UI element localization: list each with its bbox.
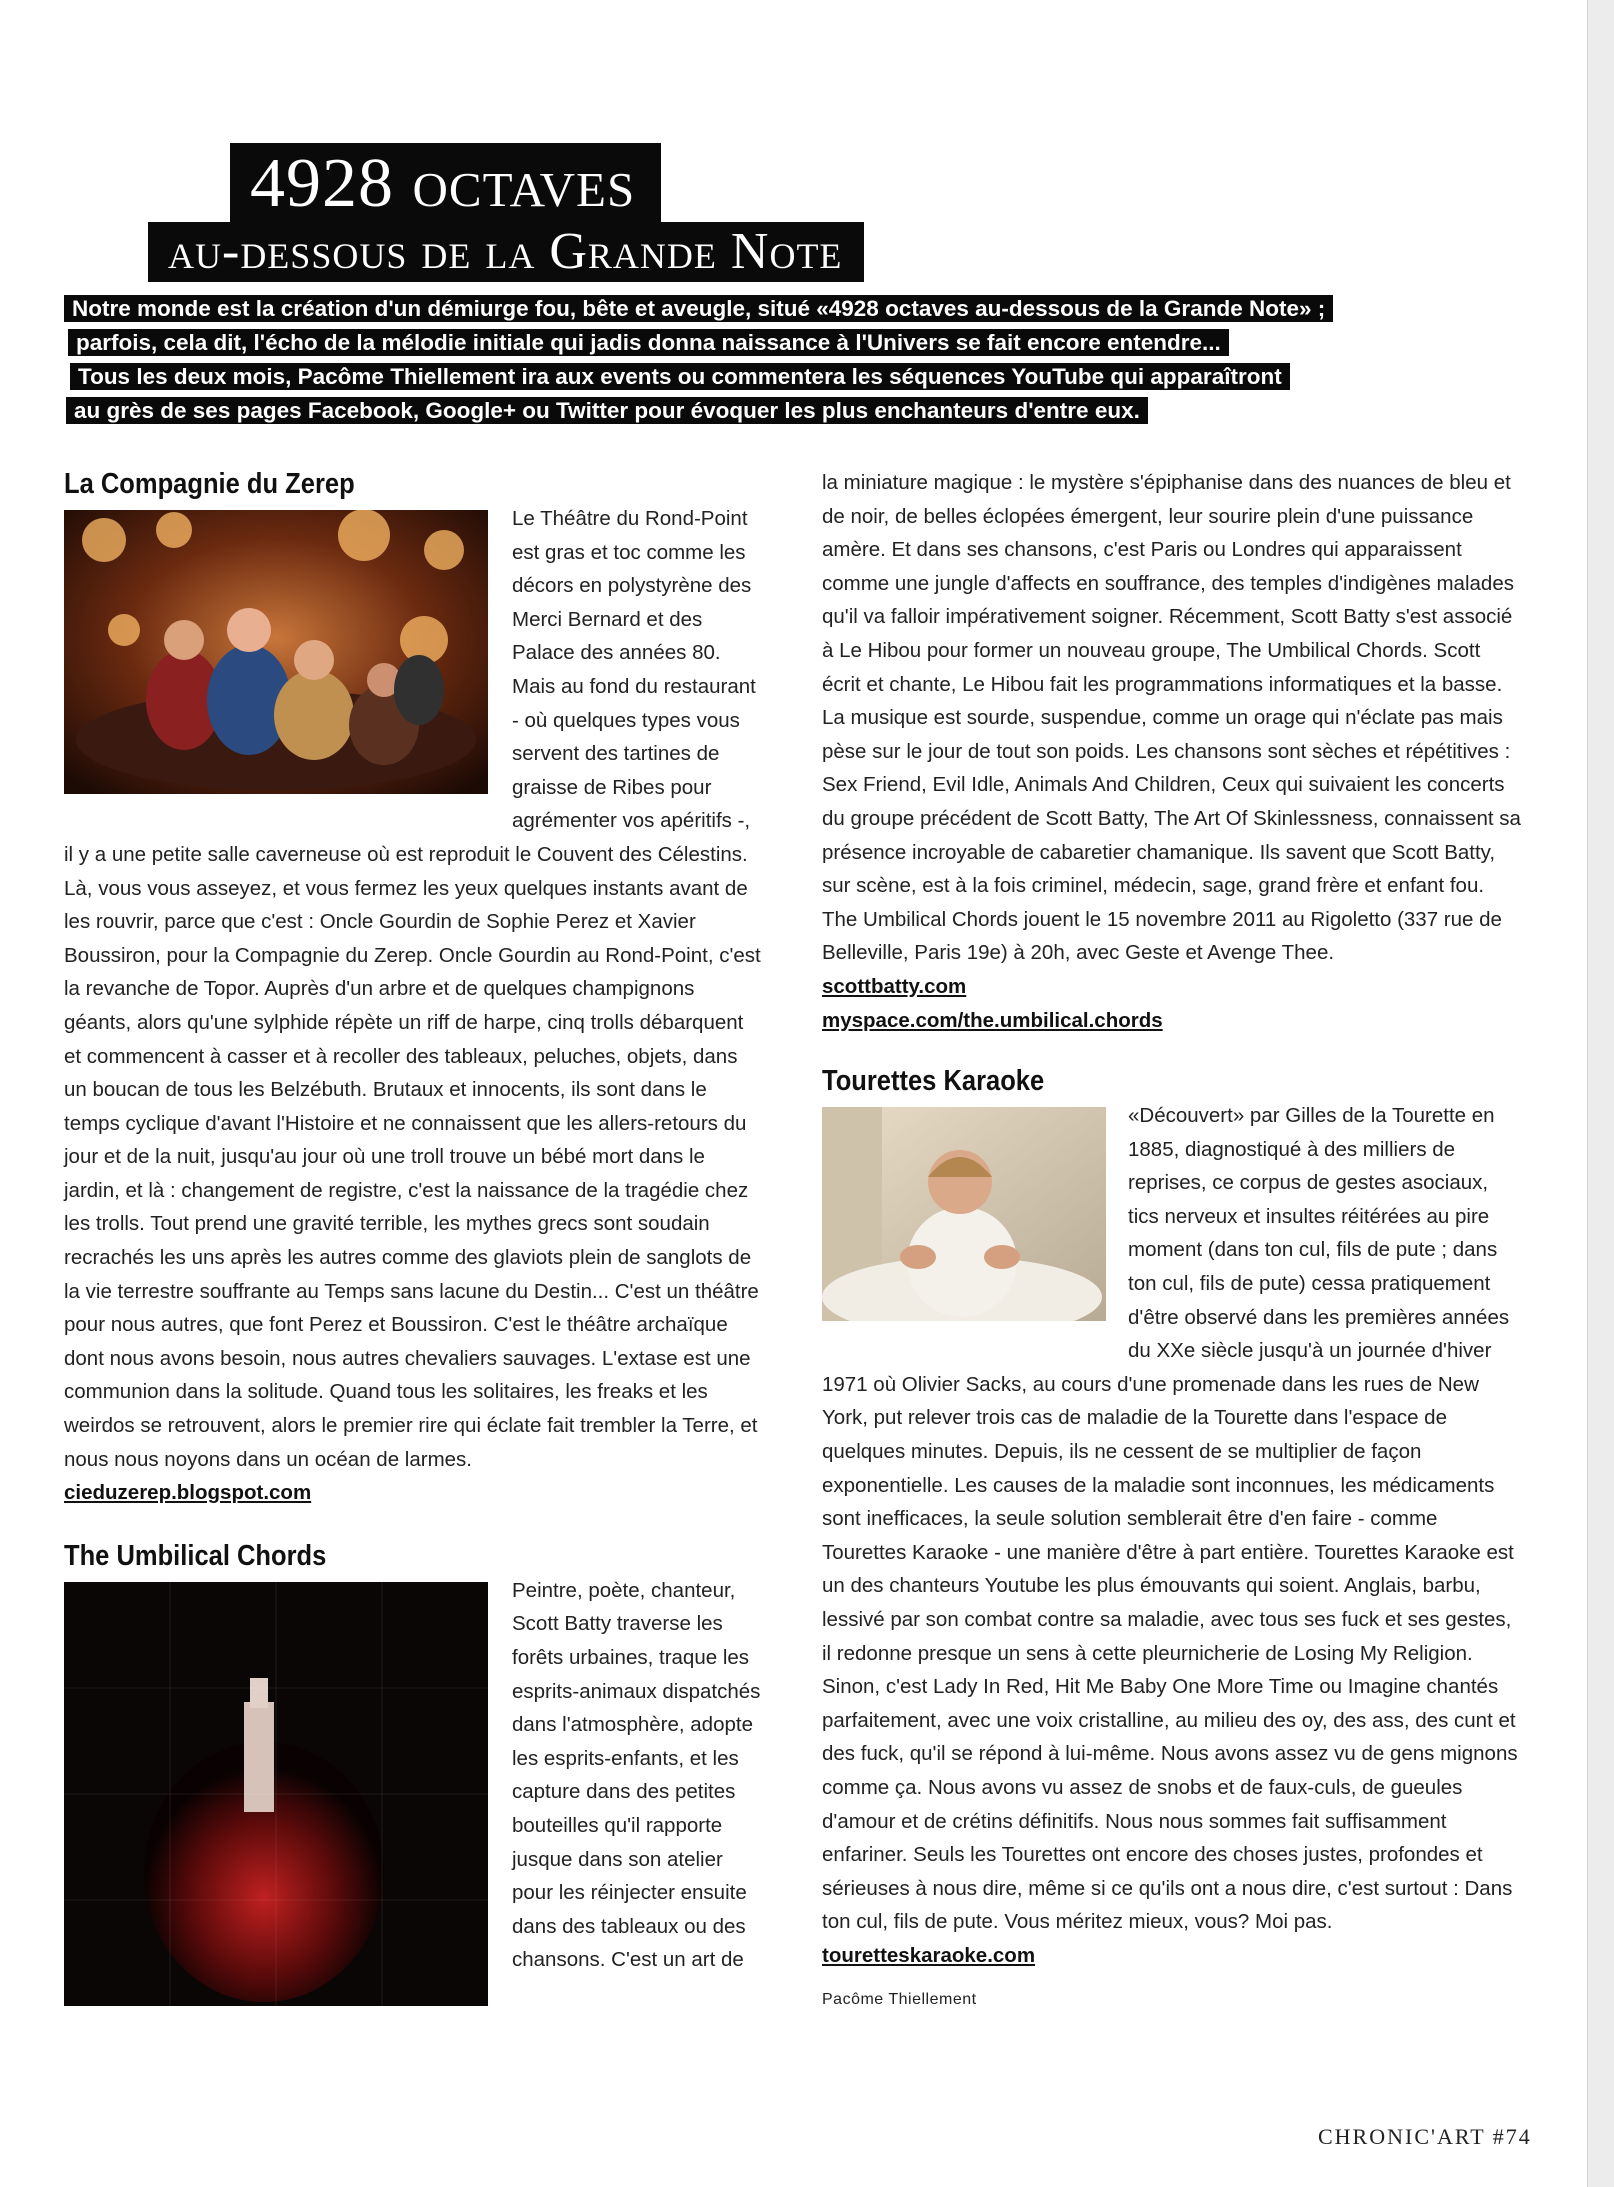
page-folio: CHRONIC'ART #74 bbox=[1318, 2124, 1532, 2149]
zerep-photo bbox=[64, 510, 488, 805]
tourettes-photo bbox=[822, 1107, 1106, 1332]
tourettes-text: «Découvert» par Gilles de la Tourette en 1885, diagnostiqué à des milliers de reprises, ce corpus de gestes asociaux, tics nerveux et insultes réitérées au pire moment (dans ton cul, fils de pute ; dans ton cul, fils de pute) cessa pratiquement d'être observé dans les premières années du XXe siècle jusqu'à un journée d'hiver 1971 où Olivier Sacks, au cours d'une promenade dans les rues de New York, put relever trois cas de maladie de la Tourette dans l'espace de quelques minutes. Depuis, ils ne cessent de se multiplier de façon exponentielle. Les causes de la maladie sont inconnues, les médicaments sont inefficaces, la seule solution semblerait être d'en faire - comme Tourettes Karaoke - une manière d'être à part entière. Tourettes Karaoke est un des chanteurs Youtube les plus émouvants qui soient. Anglais, barbu, lessivé par son combat contre sa maladie, avec tous ses fuck et ses gestes, il redonne presque un sens à cette pleurnicherie de Losing My Religion. Sinon, c'est Lady In Red, Hit Me Baby One More Time ou Imagine chantés parfaitement, avec une voix cristalline, au milieu des oy, des ass, des cunt et des fuck, qu'il se répond à lui-même. Nous avons assez vu de gens mignons comme ça. Nous avons vu assez de snobs et de faux-culs, de gueules d'amour et de crétins définitifs. Nous nous sommes fait suffisamment enfariner. Seuls les Tourettes ont encore des choses justes, profondes et sérieuses à nous dire, même si ce qu'ils ont a nous dire, c'est surtout : Dans ton cul, fils de pute. Vous méritez mieux, vous? Moi pas. bbox=[822, 1104, 1518, 1934]
zerep-text: Le Théâtre du Rond-Point est gras et toc comme les décors en polystyrène des Merci Bernard et des Palace des années 80. Mais au fond du restaurant - où quelques types vous servent des tartines de graisse de Ribes pour agrémenter vos apéritifs -, il y a une petite salle caverneuse où est reproduit le Couvent des Célestins. Là, vous vous asseyez, et vous fermez les yeux quelques instants avant de les rouvrir, parce que c'est : Oncle Gourdin de Sophie Perez et Xavier Boussiron, pour la Compagnie du Zerep. Oncle Gourdin au Rond-Point, c'est la revanche de Topor. Auprès d'un arbre et de quelques champignons géants, alors qu'une sylphide répète un riff de harpe, cinq trolls débarquent et commencent à casser et à recoller des tableaux, peluches, objets, dans un boucan de tous les Belzébuth. Brutaux et innocents, ils sont dans le temps cyclique d'avant l'Histoire et ne connaissent que les allers-retours du jour et de la nuit, jusqu'au jour où une troll trouve un bébé mort dans le jardin, et là : changement de registre, c'est la naissance de la tragédie chez les trolls. Tout prend une gravité terrible, les mythes grecs sont soudain recrachés les uns après les autres comme des glaviots plein de sanglots de la vie terrestre souffrante au Temps sans lacune du Destin... C'est un théâtre pour nous autres, que font Perez et Boussiron. C'est le théâtre archaïque dont nous avons besoin, nous autres chevaliers sauvages. L'extase est une communion dans la solitude. Quand tous les solitaires, les freaks et les weirdos se retrouvent, alors le premier rire qui éclate fait trembler la Terre, et nous nous noyons dans un océan de larmes. bbox=[64, 507, 761, 1471]
intro-block bbox=[64, 294, 1484, 430]
intro-line: Tous les deux mois, Pacôme Thiellement ira aux events ou commentera les séquences YouTube qui apparaîtront bbox=[70, 363, 1290, 390]
title-line-1: 4928 octaves bbox=[230, 143, 661, 223]
tourettes-link[interactable]: touretteskaraoke.com bbox=[822, 1943, 1036, 1967]
scottbatty-link[interactable]: scottbatty.com bbox=[822, 974, 967, 998]
title-line-2: au-dessous de la Grande Note bbox=[148, 222, 864, 282]
section-heading-umbilical: The Umbilical Chords bbox=[64, 1539, 327, 1572]
right-column bbox=[822, 466, 1522, 2016]
left-column bbox=[64, 466, 764, 2020]
intro-line: parfois, cela dit, l'écho de la mélodie initiale qui jadis donna naissance à l'Univers se fait encore entendre... bbox=[68, 329, 1229, 356]
zerep-link[interactable]: cieduzerep.blogspot.com bbox=[64, 1481, 312, 1505]
section-heading-tourettes: Tourettes Karaoke bbox=[822, 1065, 1045, 1098]
umbilical-painting bbox=[64, 1582, 488, 2017]
author-signature: Pacôme Thiellement bbox=[822, 1990, 977, 2008]
myspace-link[interactable]: myspace.com/the.umbilical.chords bbox=[822, 1008, 1163, 1032]
umbilical-text-continued: la miniature magique : le mystère s'épiphanise dans des nuances de bleu et de noir, de belles éclopées émergent, leur sourire plein d'une puissance amère. Et dans ses chansons, c'est Paris ou Londres qui apparaissent comme une jungle d'affects en souffrance, des temples d'indigènes malades qu'il va falloir impérativement soigner. Récemment, Scott Batty s'est associé à Le Hibou pour former un nouveau groupe, The Umbilical Chords. Scott écrit et chante, Le Hibou fait les programmations informatiques et la basse. La musique est sourde, suspendue, comme un orage qui n'éclate pas mais pèse sur le jour de tout son poids. Les chansons sont sèches et répétitives : Sex Friend, Evil Idle, Animals And Children, Ceux qui suivaient les concerts du groupe précédent de Scott Batty, The Art Of Skinlessness, connaissent sa présence incroyable de cabaretier chamanique. Ils savent que Scott Batty, sur scène, est à la fois criminel, médecin, sage, grand frère et enfant fou. The Umbilical Chords jouent le 15 novembre 2011 au Rigoletto (337 rue de Belleville, Paris 19e) à 20h, avec Geste et Avenge Thee. bbox=[822, 471, 1521, 965]
section-heading-zerep: La Compagnie du Zerep bbox=[64, 468, 355, 500]
page-edge bbox=[1587, 0, 1614, 2187]
intro-line: Notre monde est la création d'un démiurge fou, bête et aveugle, situé «4928 octaves au-dessous de la Grande Note» ; bbox=[64, 295, 1333, 322]
intro-line: au grès de ses pages Facebook, Google+ ou Twitter pour évoquer les plus enchanteurs d'entre eux. bbox=[66, 397, 1148, 424]
umbilical-text: Peintre, poète, chanteur, Scott Batty traverse les forêts urbaines, traque les esprits-animaux dispatchés dans l'atmosphère, adopte les esprits-enfants, et les capture dans des petites bouteilles qu'il rapporte jusque dans son atelier pour les réinjecter ensuite dans des tableaux ou des chansons. C'est un art de bbox=[512, 1578, 761, 1972]
